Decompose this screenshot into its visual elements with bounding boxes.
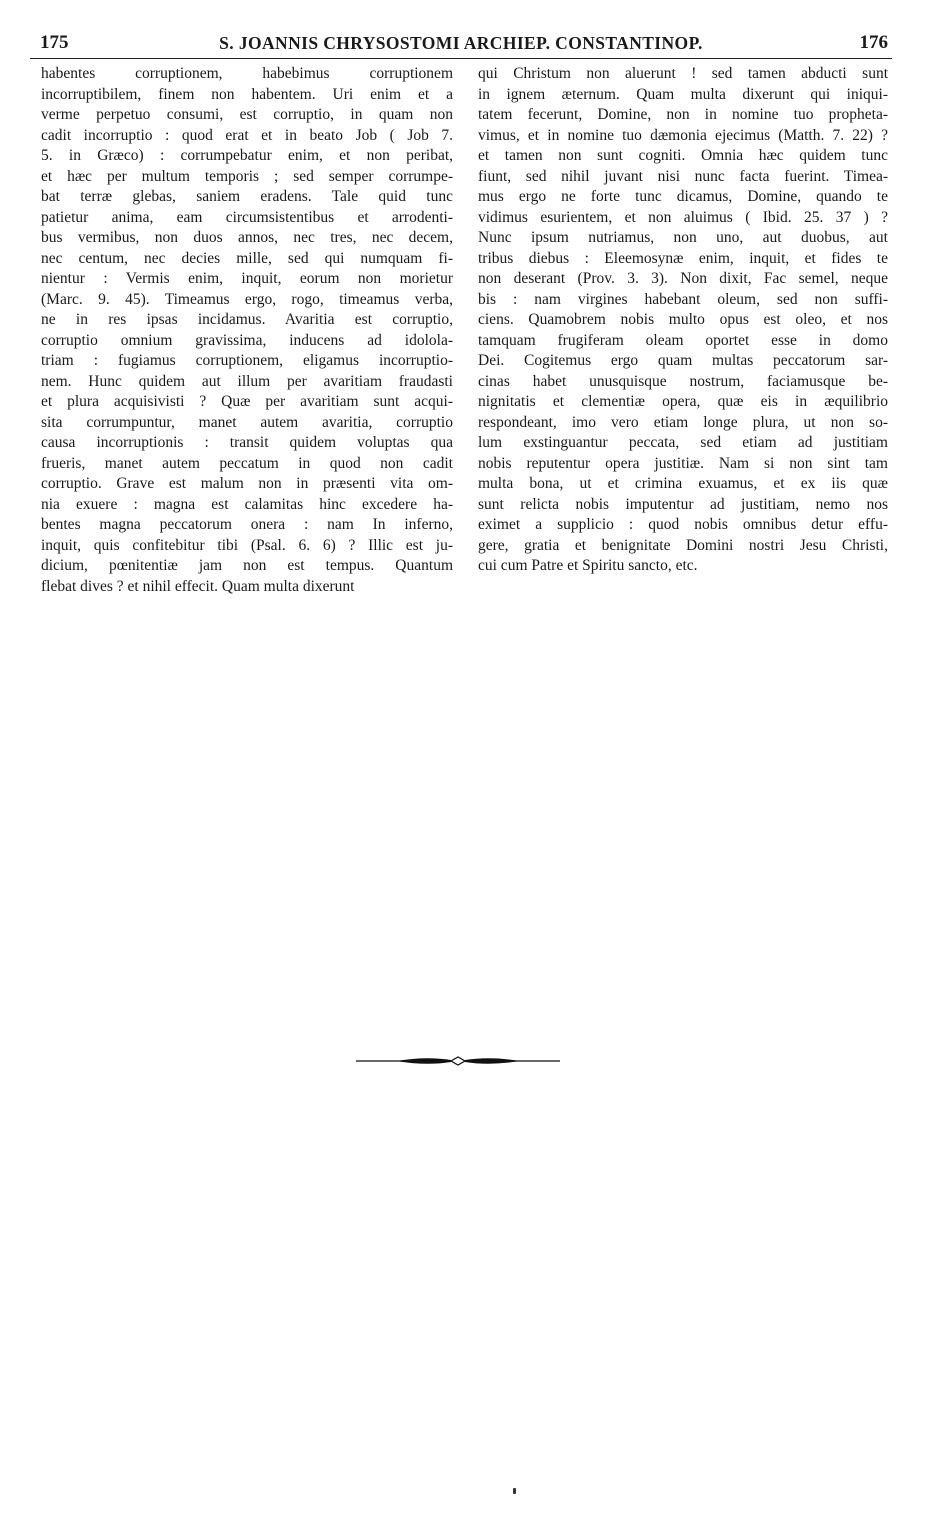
left-column-text-line: nientur : Vermis enim, inquit, eorum non morietur [41,270,453,287]
right-column-text-line: sunt relicta nobis imputentur ad justitiam, nemo nos [478,495,888,513]
right-column-text-line: et tamen non sunt cogniti. Omnia hæc quidem tunc [478,147,888,164]
left-column-text-line: dicium, pœnitentiæ jam non est tempus. Quantum [41,557,453,574]
left-column-text-line: sita corrumpuntur, manet autem avaritia, corruptio [41,413,453,431]
right-column-text-line: cui cum Patre et Spiritu sancto, etc. [478,557,698,574]
right-column-text-line: eximet a supplicio : quod nobis omnibus detur effu- [478,516,888,533]
left-column-text-line: (Marc. 9. 45). Timeamus ergo, rogo, timeamus verba, [41,290,453,308]
right-column-text-line: ciens. Quamobrem nobis multo opus est oleo, et nos [478,311,888,328]
left-column-text-line: bus vermibus, non duos annos, nec tres, nec decem, [41,229,453,246]
right-column-text-line: Dei. Cogitemus ergo quam multas peccatorum sar- [478,352,888,369]
right-column-text-line: mus ergo ne forte tunc dicamus, Domine, quando te [478,188,888,205]
left-column-text-line: flebat dives ? et nihil effecit. Quam multa dixerunt [41,577,355,595]
left-column-text-line: verme perpetuo consumi, est corruptio, in quam non [41,106,453,123]
page-number-right: 176 [859,32,888,53]
right-column-text-line: nobis reputentur opera justitiæ. Nam si non sint tam [478,454,888,472]
left-column-text-line: ne in res ipsas incidamus. Avaritia est corruptio, [41,311,453,328]
running-title: S. JOANNIS CHRYSOSTOMI ARCHIEP. CONSTANTINOP. [219,33,703,53]
right-column-text-line: fiunt, sed nihil juvant nisi nunc facta fuerint. Timea- [478,167,888,185]
right-column-text-line: respondeant, imo vero etiam longe plura, ut non so- [478,413,888,431]
left-column-text-line: corruptio omnium gravissima, inducens ad idolola- [41,331,453,349]
left-column-text-line: incorruptibilem, finem non habentem. Uri enim et a [41,85,453,103]
right-column-text-line: lum exstinguantur peccata, sed etiam ad justitiam [478,434,888,451]
right-column-text-line: bis : nam virgines habebant oleum, sed non suffi- [478,290,888,308]
left-text-column [41,64,453,597]
left-column-text-line: et plura acquisivisti ? Quæ per avaritiam sunt acqui- [41,393,453,410]
right-column-text-line: nignitatis et clementiæ opera, quæ eis in æquilibrio [478,393,888,410]
left-column-text-line: cadit incorruptio : quod erat et in beato Job ( Job 7. [41,126,453,144]
left-column-text-line: nia exuere : magna est calamitas hinc excedere ha- [41,495,453,513]
left-column-text-line: inquit, quis confitebitur tibi (Psal. 6. 6) ? Illic est ju- [41,536,453,554]
right-column-text-line: tamquam frugiferam oleam oportet esse in domo [478,331,888,349]
right-column-text-line: vidimus esurientem, et non aluimus ( Ibid. 25. 37 ) ? [478,208,888,226]
right-column-text-line: tribus diebus : Eleemosynæ enim, inquit, et fides te [478,249,888,267]
right-column-text-line: in ignem æternum. Quam multa dixerunt qui iniqui- [478,85,888,103]
right-text-column [478,64,888,577]
left-column-text-line: nec centum, nec decies mille, sed qui numquam fi- [41,249,453,267]
left-column-text-line: nem. Hunc quidem aut illum per avaritiam fraudasti [41,372,453,390]
page-number-left: 175 [40,32,69,53]
right-column-text-line: qui Christum non aluerunt ! sed tamen abducti sunt [478,65,888,82]
running-header [30,32,892,59]
left-column-text-line: bentes magna peccatorum onera : nam In inferno, [41,516,453,533]
right-column-text-line: vimus, et in nomine tuo dæmonia ejecimus (Matth. 7. 22) ? [478,126,888,144]
left-column-text-line: triam : fugiamus corruptionem, eligamus incorruptio- [41,352,453,369]
left-column-text-line: causa incorruptionis : transit quidem voluptas qua [41,434,453,451]
ink-speck [513,1488,516,1494]
left-column-text-line: 5. in Græco) : corrumpebatur enim, et non peribat, [41,147,453,164]
right-column-text-line: cinas habet unusquisque nostrum, faciamusque be- [478,372,888,390]
right-column-text-line: tatem fecerunt, Domine, non in nomine tuo propheta- [478,106,888,123]
left-column-text-line: et hæc per multum temporis ; sed semper corrumpe- [41,167,453,185]
left-column-text-line: bat terræ glebas, saniem eradens. Tale quid tunc [41,188,453,205]
left-column-text-line: habentes corruptionem, habebimus corruptionem [41,65,453,82]
right-column-text-line: non deserant (Prov. 3. 3). Non dixit, Fac semel, neque [478,270,888,287]
left-column-text-line: corruptio. Grave est malum non in præsenti vita om- [41,475,453,492]
left-column-text-line: patietur anima, eam circumsistentibus et arrodenti- [41,208,453,226]
right-column-text-line: multa bona, ut et crimina exuamus, et ex iis quæ [478,475,888,492]
left-column-text-line: frueris, manet autem peccatum in quod non cadit [41,454,453,472]
right-column-text-line: gere, gratia et benignitate Domini nostri Jesu Christi, [478,536,888,554]
right-column-text-line: Nunc ipsum nutriamus, non uno, aut duobus, aut [478,229,888,246]
tailpiece-ornament-icon [356,1054,560,1068]
